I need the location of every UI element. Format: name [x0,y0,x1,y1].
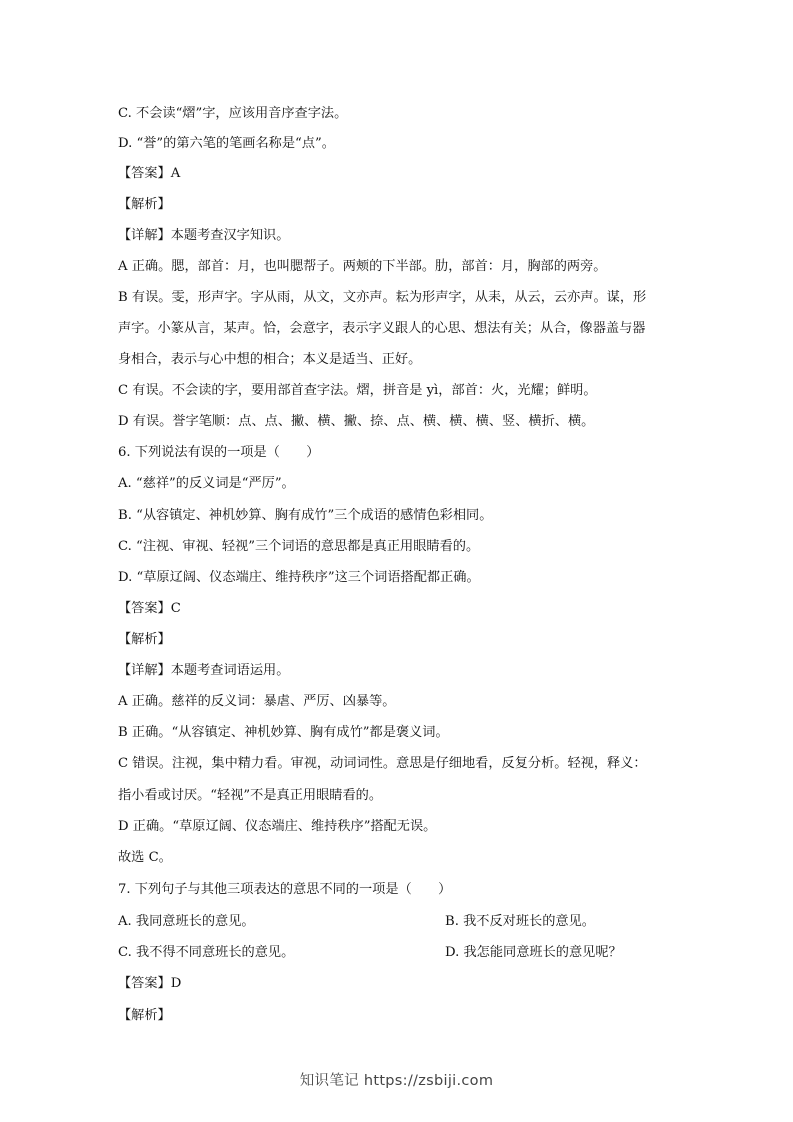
detail-b-q5-line1: B 有误。雯，形声字。字从雨，从文，文亦声。耘为形声字，从耒，从云，云亦声。谋，形 [118,290,647,305]
option-a-q7: A. 我同意班长的意见。 [118,914,255,929]
option-c-q6: C. “注视、审视、轻视”三个词语的意思都是真正用眼睛看的。 [118,539,480,554]
detail-a-q6: A 正确。慈祥的反义词：暴虐、严厉、凶暴等。 [118,694,396,709]
analysis-heading-q6: 【解析】 [118,632,171,647]
option-d-q7: D. 我怎能同意班长的意见呢？ [445,945,622,960]
analysis-heading-q7: 【解析】 [118,1008,171,1023]
detail-c-q6-line2: 指小看或讨厌。“轻视”不是真正用眼睛看的。 [118,788,383,803]
detail-c-q6-line1: C 错误。注视，集中精力看。审视，动词词性。意思是仔细地看，反复分析。轻视，释义： [118,756,647,771]
detail-b-q5-line2: 声字。小篆从言，某声。恰，会意字，表示字义跟人的心思、想法有关；从合，像器盖与器 [118,321,646,336]
option-b-q7: B. 我不反对班长的意见。 [445,914,595,929]
footer-watermark: 知识笔记 https://zsbiji.com [299,1073,494,1089]
option-a-q6: A. “慈祥”的反义词是“严厉”。 [118,476,295,491]
detail-b-q6: B 正确。“从容镇定、神机妙算、胸有成竹”都是褒义词。 [118,725,449,740]
option-b-q6: B. “从容镇定、神机妙算、胸有成竹”三个成语的感情色彩相同。 [118,508,493,523]
detail-intro-q6: 【详解】本题考查词语运用。 [118,663,290,678]
detail-c-q5: C 有误。不会读的字，要用部首查字法。熠，拼音是 yì，部首：火，光耀；鲜明。 [118,383,597,398]
conclusion-q6: 故选 C。 [118,850,172,865]
question-6-stem: 6. 下列说法有误的一项是（ ） [118,445,320,460]
option-c-q5: C. 不会读“熠”字，应该用音序查字法。 [118,106,348,121]
detail-intro-q5: 【详解】本题考查汉字知识。 [118,228,290,243]
option-d-q5: D. “誉”的第六笔的笔画名称是“点”。 [118,136,335,151]
answer-q5: 【答案】A [118,166,181,181]
detail-a-q5: A 正确。腮，部首：月，也叫腮帮子。两颊的下半部。肋，部首：月，胸部的两旁。 [118,259,607,274]
analysis-heading-q5: 【解析】 [118,197,171,212]
detail-b-q5-line3: 身相合，表示与心中想的相合；本义是适当、正好。 [118,352,422,367]
option-c-q7: C. 我不得不同意班长的意见。 [118,945,295,960]
question-7-stem: 7. 下列句子与其他三项表达的意思不同的一项是（ ） [118,882,452,897]
option-d-q6: D. “草原辽阔、仪态端庄、维持秩序”这三个词语搭配都正确。 [118,570,480,585]
detail-d-q6: D 正确。“草原辽阔、仪态端庄、维持秩序”搭配无误。 [118,819,437,834]
detail-d-q5: D 有误。誉字笔顺：点、点、撇、横、撇、捺、点、横、横、横、竖、横折、横。 [118,414,595,429]
answer-q7: 【答案】D [118,976,182,991]
answer-q6: 【答案】C [118,601,181,616]
